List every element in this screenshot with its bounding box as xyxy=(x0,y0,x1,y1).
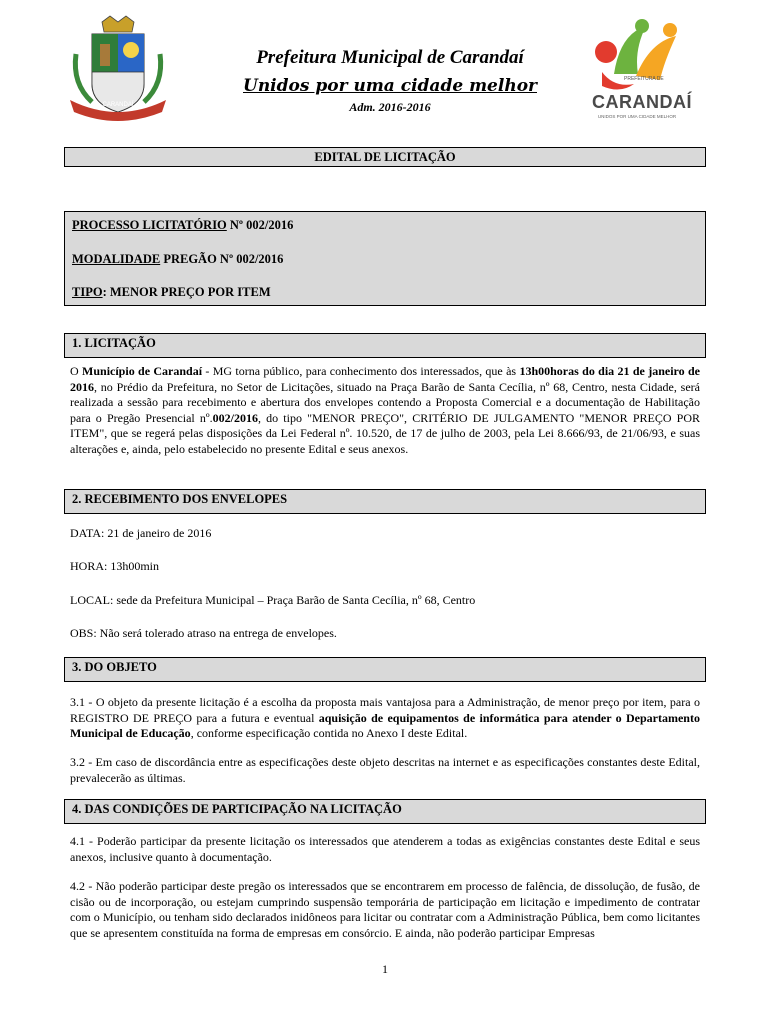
section-4-item-2: 4.2 - Não poderão participar deste pregão os interessados que se encontrarem em processo de falência, de dissolução, de fusão, de cisão ou de incorporação, ou estejam cumprindo suspensão temporária de participação em licitação e impedimento de contratar com o Município, ou tenham sido declarados inidôneos para licitar ou contratar com a Administração Pública, bem como licitantes que se apresentem constituída na forma de empresas em consórcio. E ainda, não poderão participar Empresas xyxy=(70,879,700,940)
modality-label: MODALIDADE xyxy=(72,252,161,266)
section-1-header xyxy=(64,333,706,358)
header-adm: Adm. 2016-2016 xyxy=(349,100,431,114)
text-run: O xyxy=(70,364,83,378)
logo-sub-text: UNIDOS POR UMA CIDADE MELHOR xyxy=(597,114,677,119)
logo-brand-name: CARANDAÍ xyxy=(592,92,692,112)
process-label: PROCESSO LICITATÓRIO xyxy=(72,218,227,232)
section-4-title: 4. DAS CONDIÇÕES DE PARTICIPAÇÃO NA LICITAÇÃO xyxy=(72,802,402,816)
type-line xyxy=(72,285,271,300)
process-value: Nº 002/2016 xyxy=(226,218,294,232)
process-info-box xyxy=(64,211,706,306)
text-run-bold: aquisição de equipamentos de informática para atender o Departamento Municipal de Educação xyxy=(70,710,700,740)
section-2-title: 2. RECEBIMENTO DOS ENVELOPES xyxy=(72,492,288,506)
section-1-title: 1. LICITAÇÃO xyxy=(72,336,156,350)
modality-value: PREGÃO Nº 002/2016 xyxy=(160,252,284,266)
text-run-bold: Município de Carandaí xyxy=(82,364,203,378)
section-3-item-1 xyxy=(70,695,700,742)
section-3-item-2: 3.2 - Em caso de discordância entre as especificações deste objeto descritas na internet e as especificações constantes deste Edital, prevalecerão as últimas. xyxy=(70,755,700,785)
page-number: 1 xyxy=(382,962,388,976)
section-4-item-1: 4.1 - Poderão participar da presente licitação os interessados que atenderem a todas as exigências constantes deste Edital e seus anexos, inclusive quanto à documentação. xyxy=(70,834,700,864)
process-line xyxy=(72,218,293,233)
text-run: , do tipo "MENOR PREÇO", CRITÉRIO DE JULGAMENTO "MENOR PREÇO POR ITEM", que se regerá pelas disposições da Lei Federal nº. 10.520, de 17 de julho de 2003, pela Lei 8.666/93, de 21/06/93, e suas alterações e, ainda, pelo estabelecido no presente Edital e seus anexos. xyxy=(70,410,700,456)
header-title: Prefeitura Municipal de Carandaí xyxy=(256,47,524,68)
carandai-logo xyxy=(584,14,694,104)
receipt-location: LOCAL: sede da Prefeitura Municipal – Praça Barão de Santa Cecília, nº 68, Centro xyxy=(70,593,476,607)
receipt-time: HORA: 13h00min xyxy=(70,559,160,573)
receipt-note: OBS: Não será tolerado atraso na entrega de envelopes. xyxy=(70,626,337,640)
header-slogan: Unidos por uma cidade melhor xyxy=(243,76,537,96)
text-run-bold: 13h00horas do dia 21 de janeiro de 2016 xyxy=(70,364,700,394)
text-run: , no Prédio da Prefeitura, no Setor de Licitações, situado na Praça Barão de Santa Cecília, nº 68, Centro, nesta Cidade, será realizada a sessão para recebimento e abertura dos envelopes contendo a Proposta Comercial e a documentação de Habilitação para o Pregão Presencial nº. xyxy=(70,379,700,425)
crest-ribbon-text: CARANDAÍ xyxy=(102,102,134,108)
section-3-title: 3. DO OBJETO xyxy=(72,660,157,674)
text-run: - MG torna público, para conhecimento dos interessados, que às xyxy=(202,364,520,378)
type-value: : MENOR PREÇO POR ITEM xyxy=(102,285,271,299)
logo-top-text: PREFEITURA DE xyxy=(624,76,664,82)
section-2-header xyxy=(64,489,706,514)
type-label: TIPO xyxy=(72,285,103,299)
text-run: , conforme especificação contida no Anexo I deste Edital. xyxy=(190,726,468,740)
receipt-date: DATA: 21 de janeiro de 2016 xyxy=(70,526,212,540)
section-4-header xyxy=(64,799,706,824)
modality-line xyxy=(72,252,283,267)
text-run: 3.1 - O objeto da presente licitação é a escolha da proposta mais vantajosa para a Administração, de menor preço por item, para o REGISTRO DE PREÇO para a futura e eventual xyxy=(70,695,700,725)
section-3-header xyxy=(64,657,706,682)
doc-title: EDITAL DE LICITAÇÃO xyxy=(314,150,456,164)
text-run-bold: 002/2016 xyxy=(212,410,258,425)
section-1-text xyxy=(70,364,700,457)
doc-title-box xyxy=(64,147,706,167)
